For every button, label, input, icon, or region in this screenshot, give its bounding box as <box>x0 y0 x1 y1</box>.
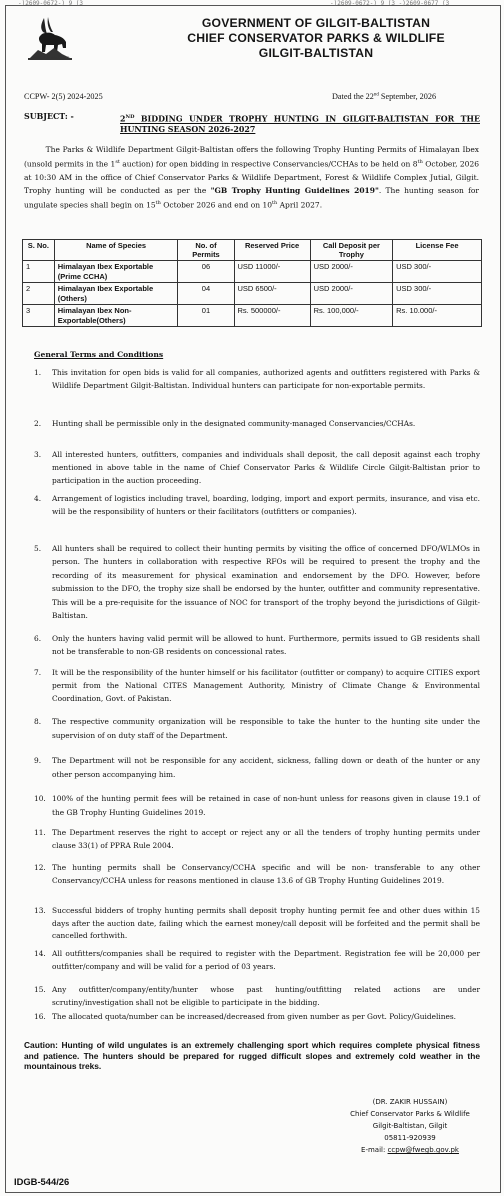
table-cell: USD 6500/- <box>234 283 310 305</box>
clipping-edge-text-right: -)2609-0672-) 9 (3 -)2609-0677 (3 <box>330 0 450 7</box>
table-cell: Rs. 100,000/- <box>310 305 392 327</box>
signatory-email: E-mail: ccpw@fwegb.gov.pk <box>361 1146 459 1154</box>
permits-table <box>22 239 482 327</box>
table-cell: USD 2000/- <box>310 283 392 305</box>
column-header: Name of Species <box>54 240 178 261</box>
table-cell: Himalayan Ibex Exportable (Prime CCHA) <box>54 261 178 283</box>
column-header: License Fee <box>393 240 482 261</box>
signatory-title: Chief Conservator Parks & Wildlife <box>350 1110 470 1118</box>
signatory-phone: 05811-920939 <box>384 1134 436 1142</box>
table-header-row <box>23 240 482 261</box>
table-cell: Himalayan Ibex Exportable (Others) <box>54 283 178 305</box>
table-cell: USD 300/- <box>393 261 482 283</box>
header-line-1: GOVERNMENT OF GILGIT-BALTISTAN <box>201 16 431 30</box>
table-cell: Rs. 500000/- <box>234 305 310 327</box>
header-line-2: CHIEF CONSERVATOR PARKS & WILDLIFE <box>187 31 445 45</box>
ad-reference-code: IDGB-544/26 <box>14 1176 70 1187</box>
column-header: Reserved Price <box>234 240 310 261</box>
column-header: S. No. <box>23 240 55 261</box>
column-header: No. of Permits <box>178 240 234 261</box>
table-row <box>23 305 482 327</box>
terms-heading: General Terms and Conditions <box>34 350 164 359</box>
newspaper-notice: -)2609-0672-) 9 (3 -)2609-0672-) 9 (3 -)2609-0677 (3 PARKS & WILDLIFE GOVERNMENT OF GILGIT-BALTISTAN CHIEF CONSERVATOR PARKS & WILDLIFE GILGIT-BALTISTAN CCPW- 2(5) 2024-2025 Dated the 22nd September, 2026 SUBJECT: - 2ND BIDDING UNDER TROPHY HUNTING IN GILGIT-BALTISTAN FOR THE HUNTING SEASON 2026-2027 The Parks & Wildlife Department Gilgit-Baltistan offers the following Trophy Hunting Permits of Himalayan Ibex (unsold permits in the 1st auction) for open bidding in respective Conservancies/CCHAs to be held on 8th October, 2026 at 10:30 AM in the office of Chief Conservator Parks & Wildlife Department, Forest & Wildlife Complex Jutial, Gilgit. Trophy hunting will be conducted as per the "GB Trophy Hunting Guidelines 2019". The hunting season for ungulate species shall begin on 15th October 2026 and end on 10th April 2027. S. No. Name of Species No. of Permits Reserved Price Call Deposit per Trophy License Fee 1 Himalayan Ibex Exportable (Prime CCHA) 06 USD 11000/- USD 2000/- USD 300/- 2 Himalayan Ibex Exportable (Others) 04 USD 6500/- USD 2000/- USD 300/- 3 Himalayan Ibex Non-Exportable(Others) 01 Rs. 500000/- Rs. 100,000/- Rs. 10.000/- General Terms and Conditions 1. This invitation for open bids is valid for all companies, authorized agents and outfitters registered with Parks & Wildlife Department Gilgit-Baltistan. Individual hunters can participate for non-exportable permits. 2. Hunting shall be permissible only in the designated community-managed Conservancies/CCHAs. 3. All interested hunters, outfitters, companies and individuals shall deposit, the call deposit against each trophy mentioned in above table in the name of Chief Conservator Parks & Wildlife Circle Gilgit-Baltistan prior to participation in the auction proceeding. 4. Arrangement of logistics including travel, boarding, lodging, import and export permits, insurance, and visa etc. will be the responsibility of hunters or their facilitators (outfitters or companies). 5. All hunters shall be required to collect their hunting permits by visiting the office of concerned DFO/WLMOs in person. The hunters in collaboration with respective RFOs will be required to present the trophy and the recording of its measurement for physical examination and endorsement by the DFO. However, before submission to the DFO, the trophy size shall be endorsed by the hunter, outfitter and community representative. This will be a pre-requisite for the issuance of NOC for transport of the trophy beyond the jurisdictions of Gilgit-Baltistan. 6. Only the hunters having valid permit will be allowed to hunt. Furthermore, permits issued to GB residents shall not be transferable to non-GB residents on concessional rates. 7. It will be the responsibility of the hunter himself or his facilitator (outfitter or company) to acquire CITIES export permit from the National CITES Management Authority, Ministry of Climate Change & Environmental Coordination, Govt. of Pakistan. 8. The respective community organization will be responsible to take the hunter to the hunting site under the supervision of on duty staff of the Department. 9. The Department will not be responsible for any accident, sickness, falling down or death of the hunter or any other person accompanying him. 10. 100% of the hunting permit fees will be retained in case of non-hunt unless for reasons given in clause 19.1 of the GB Trophy Hunting Guidelines 2019. 11. The Department reserves the right to accept or reject any or all the tenders of trophy hunting permits under clause 33(1) of PPRA Rule 2004. 12. The hunting permits shall be Conservancy/CCHA specific and will be non- transferable to any other Conservancy/CCHA unless for reasons mentioned in clause 13.6 of GB Trophy Hunting Guidelines 2019. 13. Successful bidders of trophy hunting permits shall deposit trophy hunting permit fee and other dues within 15 days after the auction date, failing which the earnest money/call deposit will be forfeited and the permit shall be cancelled forthwith. 14. All outfitters/companies shall be required to register with the Department. Registration fee will be 20,000 per outfitter/company and will be valid for a period of 03 years. 15. Any outfitter/company/entity/hunter whose past hunting/outfitting related actions are under scrutiny/investigation shall not be eligible to participate in the bidding. 16. The allocated quota/number can be increased/decreased from given number as per Govt. Policy/Guidelines. Caution: Hunting of wild ungulates is an extremely challenging sport which requires complete physical fitness and patience. The hunters should be prepared for rugged difficult slopes and extremely cold weather in the mountainous treks. (DR. ZAKIR HUSSAIN) Chief Conservator Parks & Wildlife Gilgit-Baltistan, Gilgit 05811-920939 E-mail: ccpw@fwegb.gov.pk IDGB-544/26 <box>0 0 504 1196</box>
table-cell: 06 <box>178 261 234 283</box>
reference-number: CCPW- 2(5) 2024-2025 <box>24 92 103 101</box>
subject-label: SUBJECT: - <box>24 112 74 121</box>
table-cell: 2 <box>23 283 55 305</box>
table-cell: USD 2000/- <box>310 261 392 283</box>
table-cell: 04 <box>178 283 234 305</box>
header-line-3: GILGIT-BALTISTAN <box>258 46 374 60</box>
subject-text: 2ND BIDDING UNDER TROPHY HUNTING IN GILGIT-BALTISTAN FOR THE HUNTING SEASON 2026-2027 <box>120 114 480 134</box>
table-cell: 01 <box>178 305 234 327</box>
caution-note: Caution: Hunting of wild ungulates is an extremely challenging sport which requires complete physical fitness and patience. The hunters should be prepared for rugged difficult slopes and extremely cold weather in the mountainous treks. <box>24 1040 480 1071</box>
table-cell: 3 <box>23 305 55 327</box>
table-row <box>23 283 482 305</box>
table-cell: 1 <box>23 261 55 283</box>
column-header: Call Deposit per Trophy <box>310 240 392 261</box>
issue-date: Dated the 22nd September, 2026 <box>332 92 437 101</box>
intro-paragraph: The Parks & Wildlife Department Gilgit-Baltistan offers the following Trophy Hunting Permits of Himalayan Ibex (unsold permits in the 1st auction) for open bidding in respective Conservancies/CCHAs to be held on 8th October, 2026 at 10:30 AM in the office of Chief Conservator Parks & Wildlife Department, Forest & Wildlife Complex Jutial, Gilgit. Trophy hunting will be conducted as per the "GB Trophy Hunting Guidelines 2019". The hunting season for ungulate species shall begin on 15th October 2026 and end on 10th April 2027. <box>24 145 480 209</box>
table-cell: Himalayan Ibex Non-Exportable(Others) <box>54 305 178 327</box>
clipping-edge-text-left: -)2609-0672-) 9 (3 <box>18 0 84 7</box>
signatory-name: (DR. ZAKIR HUSSAIN) <box>372 1098 448 1106</box>
table-cell: USD 300/- <box>393 283 482 305</box>
table-cell: Rs. 10.000/- <box>393 305 482 327</box>
logo-caption: PARKS & WILDLIFE <box>32 56 70 60</box>
signatory-place: Gilgit-Baltistan, Gilgit <box>372 1122 448 1130</box>
table-row <box>23 261 482 283</box>
table-cell: USD 11000/- <box>234 261 310 283</box>
